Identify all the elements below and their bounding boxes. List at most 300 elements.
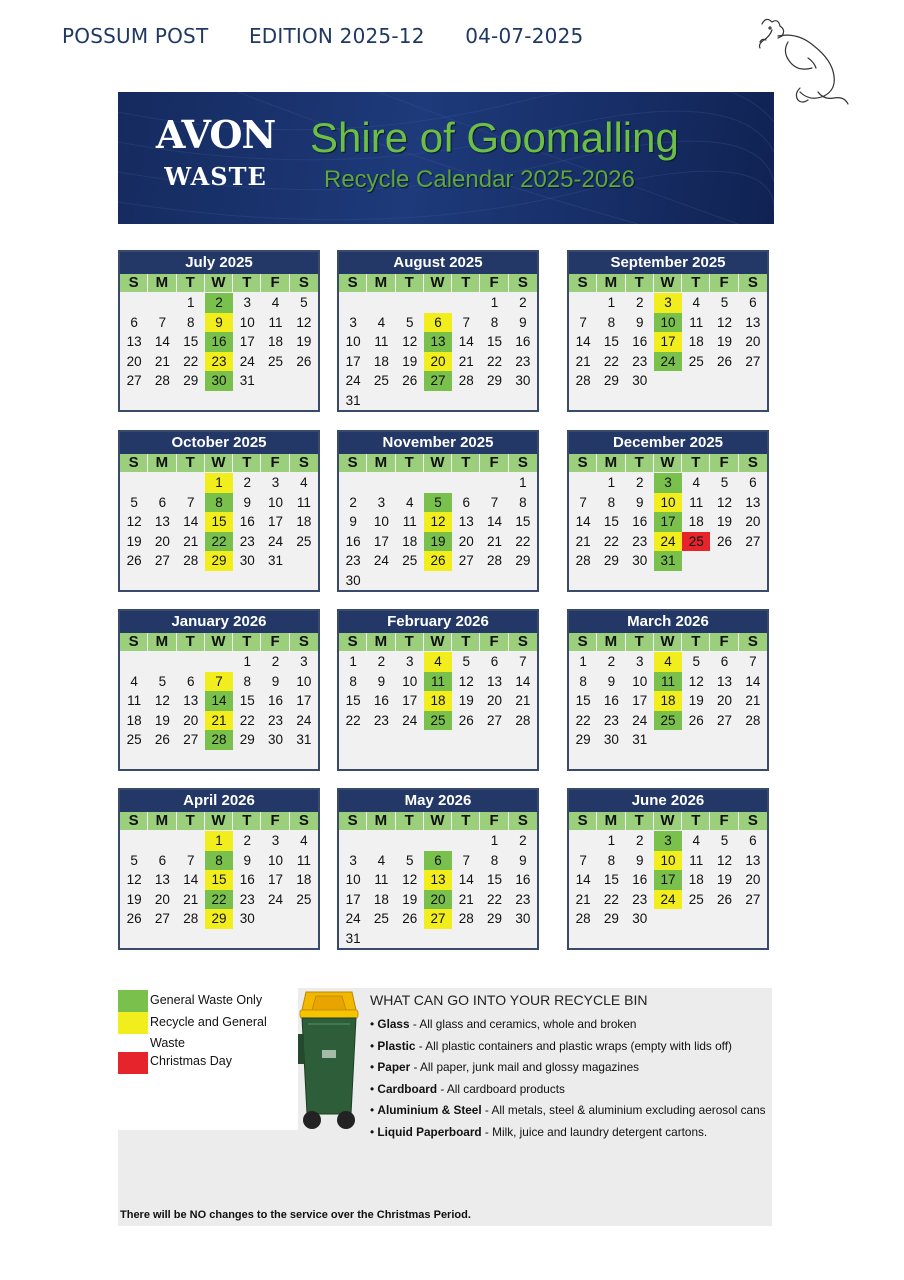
- day-cell: 23: [205, 352, 233, 372]
- empty-day: [339, 293, 367, 313]
- month-calendar: [337, 788, 539, 950]
- day-cell: 20: [126, 353, 142, 369]
- day-cell: 31: [632, 732, 648, 748]
- day-cell: 16: [632, 872, 648, 888]
- day-cell: 21: [745, 693, 761, 709]
- day-cell: 10: [632, 673, 648, 689]
- recycle-info-panel: [298, 988, 772, 1226]
- weekday-header: T: [233, 812, 261, 830]
- day-cell: 5: [692, 654, 701, 669]
- day-cell: 21: [575, 891, 591, 907]
- day-cell: 29: [603, 373, 619, 389]
- day-grid: [120, 651, 318, 750]
- day-cell: 24: [654, 890, 682, 910]
- day-cell: 14: [205, 691, 233, 711]
- day-cell: 8: [205, 851, 233, 871]
- day-cell: 29: [515, 553, 531, 569]
- day-cell: 3: [271, 475, 280, 490]
- day-cell: 13: [458, 514, 474, 530]
- weekday-header-row: [339, 454, 537, 472]
- day-cell: 4: [692, 833, 701, 848]
- day-cell: 17: [239, 334, 255, 350]
- day-cell: 20: [183, 712, 199, 728]
- day-cell: 29: [205, 551, 233, 571]
- day-cell: 15: [205, 870, 233, 890]
- day-cell: 27: [487, 712, 503, 728]
- weekday-header: S: [120, 812, 148, 830]
- legend-swatch-recycle: [118, 1012, 148, 1034]
- day-cell: 27: [745, 353, 761, 369]
- day-cell: 25: [688, 353, 704, 369]
- empty-day: [177, 473, 205, 493]
- day-cell: 2: [519, 295, 527, 310]
- weekday-header: M: [597, 812, 625, 830]
- day-cell: 23: [268, 712, 284, 728]
- recycle-item-desc: - Milk, juice and laundry detergent cartons.: [481, 1124, 708, 1139]
- weekday-header-row: [569, 633, 767, 651]
- recycle-item-desc: - All paper, junk mail and glossy magazines: [410, 1060, 640, 1074]
- day-cell: 10: [296, 673, 312, 689]
- month-title: July 2025: [120, 252, 318, 274]
- weekday-header: T: [626, 454, 654, 472]
- weekday-header: W: [654, 812, 682, 830]
- day-cell: 17: [654, 512, 682, 532]
- day-cell: 30: [515, 373, 531, 389]
- weekday-header: S: [509, 274, 537, 292]
- day-cell: 7: [186, 852, 195, 868]
- day-cell: 11: [296, 494, 311, 510]
- day-cell: 23: [239, 533, 255, 549]
- day-cell: 4: [377, 314, 386, 330]
- day-cell: 23: [373, 712, 389, 728]
- day-cell: 21: [154, 353, 170, 369]
- empty-day: [205, 652, 233, 672]
- day-cell: 26: [154, 732, 170, 748]
- day-cell: 28: [575, 911, 591, 927]
- day-cell: 10: [373, 514, 389, 530]
- day-cell: 19: [717, 872, 733, 888]
- day-cell: 3: [654, 831, 682, 851]
- day-cell: 25: [654, 711, 682, 731]
- day-cell: 12: [126, 872, 142, 888]
- day-cell: 23: [632, 891, 648, 907]
- edition-date: 04-07-2025: [465, 24, 584, 48]
- day-cell: 6: [749, 295, 757, 310]
- weekday-header: T: [177, 633, 205, 651]
- day-cell: 23: [603, 712, 619, 728]
- empty-day: [452, 473, 480, 493]
- day-cell: 8: [490, 852, 499, 868]
- day-cell: 17: [345, 353, 361, 369]
- day-cell: 11: [402, 514, 417, 530]
- wheelie-bin-icon: [298, 990, 360, 1132]
- day-cell: 20: [745, 514, 761, 530]
- day-cell: 26: [296, 353, 312, 369]
- empty-day: [367, 473, 395, 493]
- day-cell: 29: [603, 911, 619, 927]
- day-cell: 5: [462, 654, 471, 669]
- day-cell: 25: [373, 911, 389, 927]
- day-cell: 10: [654, 851, 682, 871]
- month-title: October 2025: [120, 432, 318, 454]
- day-cell: 13: [745, 852, 761, 868]
- month-calendar: [337, 250, 539, 412]
- weekday-header: F: [480, 812, 508, 830]
- day-cell: 30: [268, 732, 284, 748]
- empty-day: [424, 293, 452, 313]
- day-cell: 22: [575, 712, 591, 728]
- weekday-header: T: [233, 454, 261, 472]
- day-cell: 15: [205, 512, 233, 532]
- recycle-item: • Glass - All glass and ceramics, whole and broken: [370, 1017, 637, 1031]
- day-cell: 18: [296, 514, 312, 530]
- day-cell: 3: [405, 654, 414, 669]
- day-cell: 10: [402, 673, 418, 689]
- day-cell: 13: [717, 673, 733, 689]
- recycle-item-name: Aluminium & Steel: [377, 1103, 482, 1117]
- day-cell: 22: [603, 533, 619, 549]
- weekday-header-row: [569, 274, 767, 292]
- weekday-header: T: [682, 274, 710, 292]
- weekday-header: S: [739, 274, 767, 292]
- weekday-header: S: [739, 633, 767, 651]
- day-grid: [120, 292, 318, 391]
- month-title: January 2026: [120, 611, 318, 633]
- month-calendar: [118, 250, 320, 412]
- day-cell: 25: [424, 711, 452, 731]
- weekday-header: W: [424, 274, 452, 292]
- day-cell: 12: [717, 852, 733, 868]
- day-cell: 19: [402, 891, 418, 907]
- day-cell: 15: [603, 334, 619, 350]
- day-cell: 31: [345, 930, 361, 946]
- day-cell: 13: [183, 693, 199, 709]
- recycle-item: • Cardboard - All cardboard products: [370, 1081, 565, 1096]
- recycle-item-name: Cardboard: [377, 1081, 438, 1096]
- day-cell: 26: [458, 712, 474, 728]
- recycle-item-desc: - All plastic containers and plastic wraps (empty with lids off): [415, 1038, 732, 1053]
- day-cell: 8: [607, 314, 616, 330]
- day-cell: 24: [654, 352, 682, 372]
- day-cell: 28: [487, 553, 503, 569]
- day-cell: 7: [579, 494, 587, 510]
- day-cell: 16: [345, 533, 361, 549]
- day-cell: 1: [349, 654, 357, 669]
- day-cell: 16: [205, 332, 233, 352]
- day-cell: 15: [345, 693, 361, 709]
- day-cell: 12: [717, 494, 733, 510]
- day-cell: 5: [720, 295, 729, 310]
- day-cell: 11: [374, 334, 389, 350]
- weekday-header: T: [396, 274, 424, 292]
- day-cell: 31: [654, 551, 682, 571]
- day-grid: [569, 651, 767, 750]
- day-cell: 5: [720, 475, 729, 490]
- day-cell: 6: [158, 852, 167, 868]
- day-cell: 20: [745, 872, 761, 888]
- month-title: June 2026: [569, 790, 767, 812]
- publication-name: POSSUM POST: [62, 24, 209, 48]
- empty-day: [367, 831, 395, 851]
- day-cell: 3: [349, 852, 357, 868]
- weekday-header: S: [290, 274, 318, 292]
- day-cell: 8: [607, 852, 616, 868]
- day-cell: 12: [717, 314, 733, 330]
- weekday-header: S: [120, 454, 148, 472]
- day-cell: 7: [462, 314, 471, 330]
- day-cell: 25: [373, 373, 389, 389]
- day-cell: 24: [345, 911, 361, 927]
- day-cell: 27: [183, 732, 199, 748]
- day-cell: 11: [689, 494, 704, 510]
- day-cell: 25: [688, 891, 704, 907]
- weekday-header: T: [452, 274, 480, 292]
- day-cell: 18: [402, 533, 418, 549]
- day-cell: 18: [688, 872, 704, 888]
- day-cell: 11: [689, 852, 704, 868]
- day-cell: 12: [424, 512, 452, 532]
- day-cell: 9: [635, 494, 644, 510]
- weekday-header: T: [452, 633, 480, 651]
- day-cell: 30: [603, 732, 619, 748]
- day-cell: 17: [268, 872, 284, 888]
- day-cell: 15: [487, 872, 503, 888]
- weekday-header: F: [261, 454, 289, 472]
- weekday-header: S: [509, 454, 537, 472]
- day-cell: 6: [490, 654, 499, 669]
- day-cell: 12: [154, 693, 170, 709]
- day-cell: 10: [654, 493, 682, 513]
- day-cell: 28: [205, 730, 233, 750]
- day-cell: 2: [377, 654, 386, 669]
- day-cell: 30: [515, 911, 531, 927]
- day-cell: 12: [458, 673, 474, 689]
- day-cell: 10: [239, 314, 255, 330]
- day-cell: 8: [519, 494, 527, 510]
- day-cell: 16: [373, 693, 389, 709]
- day-cell: 9: [243, 852, 252, 868]
- day-cell: 16: [515, 872, 531, 888]
- weekday-header: M: [367, 812, 395, 830]
- day-cell: 13: [745, 494, 761, 510]
- day-cell: 14: [154, 334, 170, 350]
- day-cell: 6: [424, 313, 452, 333]
- day-cell: 26: [424, 551, 452, 571]
- empty-day: [120, 652, 148, 672]
- day-cell: 26: [717, 533, 733, 549]
- day-cell: 29: [205, 909, 233, 929]
- day-cell: 20: [424, 890, 452, 910]
- day-grid: [569, 830, 767, 929]
- weekday-header: T: [452, 812, 480, 830]
- weekday-header: W: [654, 633, 682, 651]
- day-cell: 1: [490, 295, 499, 310]
- weekday-header: T: [396, 454, 424, 472]
- weekday-header: S: [120, 274, 148, 292]
- day-cell: 26: [126, 911, 142, 927]
- logo-avon-text: AVON: [155, 112, 276, 157]
- day-cell: 7: [749, 654, 757, 669]
- day-cell: 21: [458, 353, 474, 369]
- day-cell: 24: [268, 891, 284, 907]
- day-cell: 20: [487, 693, 503, 709]
- day-cell: 24: [632, 712, 648, 728]
- day-cell: 25: [126, 732, 142, 748]
- empty-day: [569, 831, 597, 851]
- day-cell: 21: [205, 711, 233, 731]
- day-cell: 10: [345, 334, 361, 350]
- month-calendar: [567, 430, 769, 592]
- day-cell: 26: [688, 712, 704, 728]
- weekday-header: S: [739, 454, 767, 472]
- weekday-header: M: [597, 274, 625, 292]
- day-cell: 1: [579, 654, 587, 669]
- day-cell: 19: [126, 533, 142, 549]
- day-cell: 3: [349, 314, 357, 330]
- month-title: March 2026: [569, 611, 767, 633]
- day-cell: 8: [205, 493, 233, 513]
- day-cell: 9: [205, 313, 233, 333]
- day-cell: 17: [402, 693, 418, 709]
- day-cell: 12: [402, 872, 418, 888]
- day-cell: 22: [603, 353, 619, 369]
- day-cell: 30: [632, 373, 648, 389]
- day-cell: 7: [462, 852, 471, 868]
- day-cell: 22: [183, 353, 199, 369]
- weekday-header: S: [339, 454, 367, 472]
- empty-day: [339, 473, 367, 493]
- day-cell: 4: [300, 833, 308, 848]
- day-cell: 28: [458, 373, 474, 389]
- empty-day: [452, 293, 480, 313]
- weekday-header: S: [509, 812, 537, 830]
- weekday-header: W: [424, 633, 452, 651]
- weekday-header: W: [205, 633, 233, 651]
- day-cell: 16: [239, 514, 255, 530]
- recycle-item-name: Paper: [377, 1060, 411, 1074]
- day-cell: 17: [345, 891, 361, 907]
- weekday-header: S: [569, 633, 597, 651]
- day-cell: 24: [345, 373, 361, 389]
- day-cell: 27: [745, 533, 761, 549]
- weekday-header-row: [339, 812, 537, 830]
- day-cell: 15: [603, 872, 619, 888]
- recycle-item: • Plastic - All plastic containers and plastic wraps (empty with lids off): [370, 1038, 732, 1053]
- day-cell: 5: [720, 833, 729, 848]
- day-cell: 27: [745, 891, 761, 907]
- day-cell: 4: [654, 652, 682, 672]
- day-cell: 14: [458, 334, 474, 350]
- weekday-header: F: [480, 274, 508, 292]
- weekday-header-row: [120, 454, 318, 472]
- weekday-header: M: [367, 274, 395, 292]
- weekday-header: F: [710, 454, 738, 472]
- day-grid: [120, 830, 318, 929]
- empty-day: [367, 293, 395, 313]
- weekday-header: M: [367, 633, 395, 651]
- weekday-header: T: [626, 633, 654, 651]
- day-cell: 31: [345, 392, 361, 408]
- day-cell: 16: [268, 693, 284, 709]
- day-cell: 6: [720, 654, 729, 669]
- day-cell: 8: [186, 314, 195, 330]
- day-cell: 4: [692, 295, 701, 310]
- legend-general: [118, 990, 298, 1012]
- day-cell: 11: [654, 672, 682, 692]
- empty-day: [396, 473, 424, 493]
- day-cell: 10: [654, 313, 682, 333]
- avon-waste-logo: [148, 112, 283, 202]
- day-cell: 3: [377, 494, 386, 510]
- day-cell: 14: [745, 673, 761, 689]
- weekday-header: M: [148, 274, 176, 292]
- day-cell: 18: [268, 334, 284, 350]
- day-cell: 14: [515, 673, 531, 689]
- day-cell: 22: [345, 712, 361, 728]
- day-cell: 25: [296, 533, 312, 549]
- legend-christmas: [118, 1054, 298, 1076]
- day-cell: 1: [607, 295, 616, 310]
- day-cell: 27: [424, 909, 452, 929]
- day-cell: 7: [579, 852, 587, 868]
- day-cell: 28: [458, 911, 474, 927]
- day-grid: [339, 472, 537, 591]
- day-cell: 8: [349, 673, 357, 689]
- day-cell: 12: [296, 314, 312, 330]
- empty-day: [480, 473, 508, 493]
- day-cell: 2: [349, 494, 357, 510]
- day-cell: 8: [243, 673, 252, 689]
- weekday-header: W: [424, 812, 452, 830]
- recycle-heading: WHAT CAN GO INTO YOUR RECYCLE BIN: [370, 992, 648, 1008]
- day-cell: 7: [490, 494, 499, 510]
- day-cell: 9: [635, 852, 644, 868]
- empty-day: [396, 831, 424, 851]
- day-cell: 28: [575, 373, 591, 389]
- empty-day: [148, 473, 176, 493]
- day-cell: 28: [515, 712, 531, 728]
- weekday-header: F: [710, 274, 738, 292]
- day-cell: 24: [268, 533, 284, 549]
- day-cell: 5: [130, 852, 138, 868]
- day-cell: 2: [271, 654, 280, 669]
- day-cell: 14: [183, 514, 199, 530]
- day-cell: 12: [402, 334, 418, 350]
- day-cell: 4: [130, 673, 138, 689]
- day-cell: 3: [300, 654, 308, 669]
- day-cell: 7: [205, 672, 233, 692]
- day-cell: 29: [603, 553, 619, 569]
- day-cell: 30: [632, 911, 648, 927]
- day-cell: 3: [654, 473, 682, 493]
- weekday-header: T: [177, 274, 205, 292]
- day-cell: 6: [424, 851, 452, 871]
- empty-day: [452, 831, 480, 851]
- weekday-header: M: [148, 633, 176, 651]
- weekday-header: W: [654, 274, 682, 292]
- day-cell: 24: [654, 532, 682, 552]
- day-cell: 5: [158, 673, 167, 689]
- day-cell: 15: [487, 334, 503, 350]
- day-cell: 5: [130, 494, 138, 510]
- weekday-header-row: [569, 454, 767, 472]
- day-cell: 30: [345, 572, 361, 588]
- day-cell: 27: [154, 553, 170, 569]
- day-cell: 20: [745, 334, 761, 350]
- day-cell: 16: [632, 514, 648, 530]
- day-cell: 3: [271, 833, 280, 848]
- day-cell: 16: [239, 872, 255, 888]
